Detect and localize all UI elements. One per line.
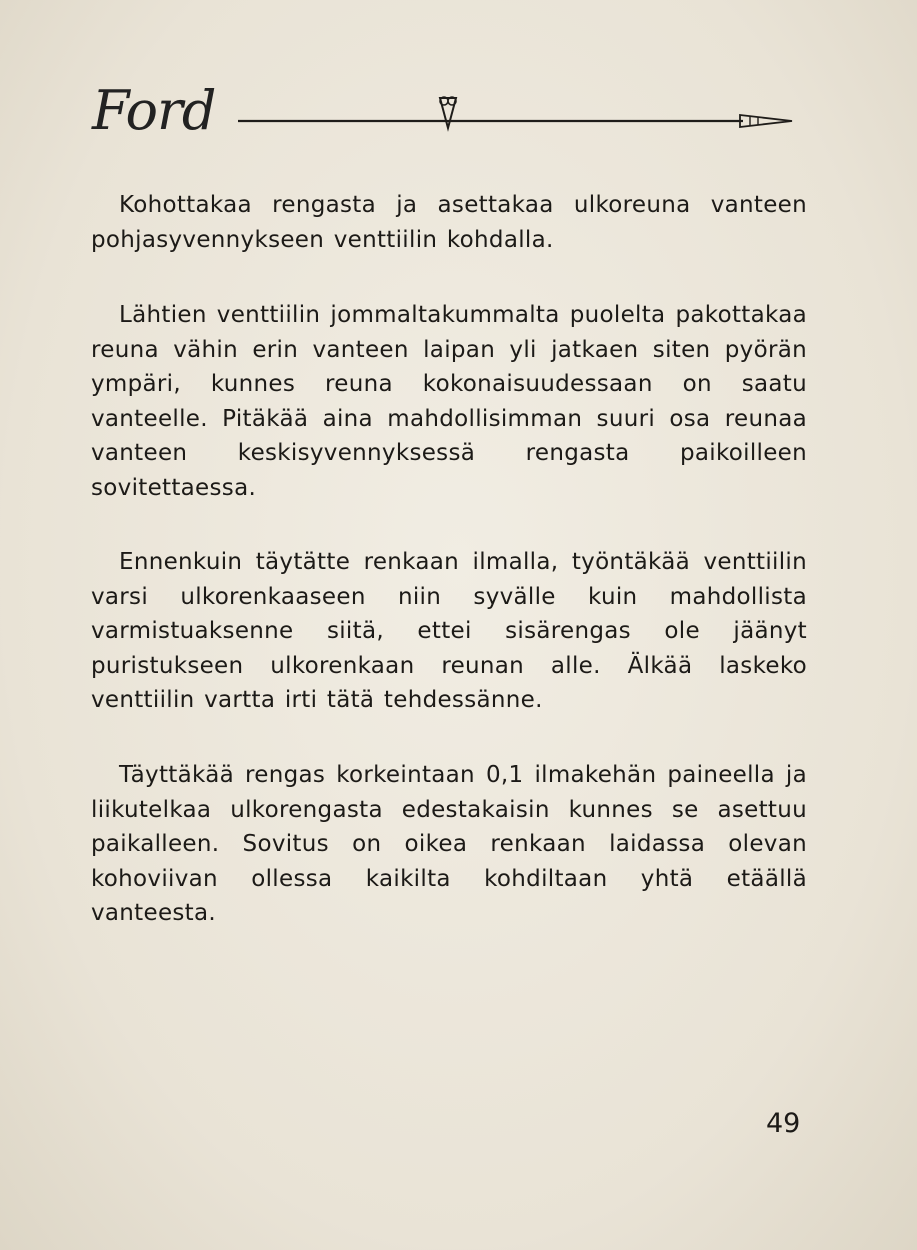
paragraph-text: Lähtien venttiilin jommaltakummalta puolelta pakottakaa reuna vähin erin vanteen laipan yli jatkaen siten pyörän ympäri, kunnes reuna kokonaisuudessaan on saatu vanteelle. Pitäkää aina mahdollisimman suuri osa reunaa vanteen keskisyvennyksessä rengasta paikoilleen sovitettaessa.: [91, 302, 807, 501]
v8-emblem-icon: [440, 97, 456, 128]
ford-header-emblem: [88, 78, 798, 148]
paragraph-1: [91, 188, 807, 257]
paragraph-text: Ennenkuin täytätte renkaan ilmalla, työntäkää venttiilin varsi ulkorenkaaseen niin syvälle kuin mahdollista varmistuaksenne siitä, ettei sisärengas ole jäänyt puristukseen ulkorenkaan reunan alle. Älkää laskeko venttiilin vartta irti tätä tehdessänne.: [91, 549, 807, 713]
paragraph-text: Kohottakaa rengasta ja asettakaa ulkoreuna vanteen pohjasyvennykseen venttiilin kohdalla.: [91, 192, 807, 253]
page-number: 49: [766, 1108, 801, 1139]
paragraph-text: Täyttäkää rengas korkeintaan 0,1 ilmakehän paineella ja liikutelkaa ulkorengasta edestakaisin kunnes se asettuu paikalleen. Sovitus on oikea renkaan laidassa olevan kohoviivan ollessa kaikilta kohdiltaan yhtä etäällä vanteesta.: [91, 762, 807, 926]
paragraph-4: [91, 758, 807, 931]
ford-logo: Ford: [92, 79, 216, 142]
arrow-head-icon: [740, 115, 792, 127]
paragraph-3: [91, 545, 807, 718]
paragraph-2: [91, 298, 807, 505]
